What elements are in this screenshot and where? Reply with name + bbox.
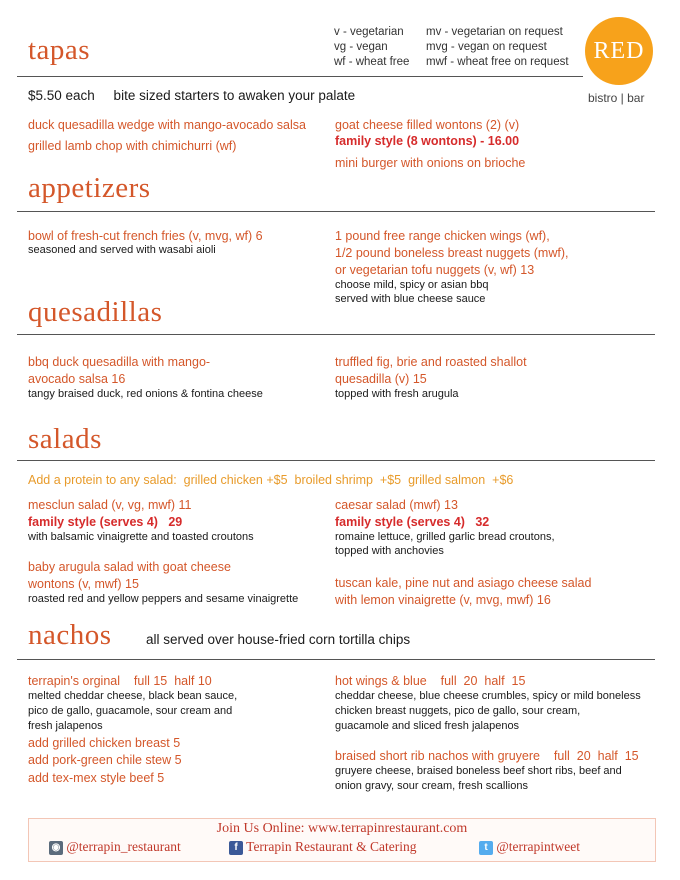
instagram-handle: @terrapin_restaurant (66, 839, 181, 854)
logo-tagline: bistro | bar (588, 91, 645, 105)
kale-line: tuscan kale, pine nut and asiago cheese salad (335, 576, 592, 590)
caesar-family-style: family style (serves 4) 32 (335, 515, 490, 529)
twitter-handle: @terrapintweet (496, 839, 581, 854)
nachos-subtitle: all served over house-fried corn tortilla chips (146, 632, 411, 647)
appetizers-title: appetizers (28, 172, 151, 204)
tapas-price-line: $5.50 each bite sized starters to awaken your palate (28, 88, 356, 103)
original-nachos-item: terrapin's orginal full 15 half 10 (28, 674, 212, 688)
hot-wings-nachos-desc: guacamole and sliced fresh jalapenos (335, 720, 520, 732)
social-footer (28, 818, 656, 862)
fries-item: bowl of fresh-cut french fries (v, mvg, wf) 6 (28, 229, 263, 243)
fries-desc: seasoned and served with wasabi aioli (28, 244, 216, 256)
twitter-icon: t (479, 841, 493, 855)
legend-wf: wf - wheat free (334, 56, 410, 68)
join-online-text[interactable]: Join Us Online: www.terrapinrestaurant.com (216, 821, 468, 836)
wings-desc: choose mild, spicy or asian bbq (335, 279, 489, 291)
fig-quesadilla-desc: topped with fresh arugula (335, 388, 459, 400)
tapas-title: tapas (28, 34, 91, 66)
wings-line: 1/2 pound boneless breast nuggets (mwf), (335, 246, 569, 260)
facebook-name: Terrapin Restaurant & Catering (246, 839, 417, 854)
arugula-line: baby arugula salad with goat cheese (28, 560, 231, 574)
tapas-item: grilled lamb chop with chimichurri (wf) (28, 139, 237, 153)
hot-wings-nachos-item: hot wings & blue full 20 half 15 (335, 674, 526, 688)
kale-line: with lemon vinaigrette (v, mvg, mwf) 16 (335, 593, 551, 607)
hot-wings-nachos-desc: chicken breast nuggets, pico de gallo, sour cream, (335, 705, 581, 717)
red-logo (585, 17, 653, 85)
legend-v: v - vegetarian (334, 26, 404, 38)
mesclun-desc: with balsamic vinaigrette and toasted croutons (28, 531, 254, 543)
original-nachos-desc: fresh jalapenos (28, 720, 103, 732)
tapas-rule (17, 76, 583, 77)
legend-mvg: mvg - vegan on request (426, 41, 547, 53)
instagram-icon: ◉ (49, 841, 63, 855)
hot-wings-nachos-desc: cheddar cheese, blue cheese crumbles, spicy or mild boneless (335, 690, 641, 702)
nachos-addon: add grilled chicken breast 5 (28, 736, 181, 750)
legend-vg: vg - vegan (334, 41, 388, 53)
short-rib-nachos-desc: onion gravy, sour cream, fresh scallions (335, 780, 528, 792)
short-rib-nachos-item: braised short rib nachos with gruyere full 20 half 15 (335, 749, 639, 763)
nachos-addon: add tex-mex style beef 5 (28, 771, 165, 785)
caesar-desc: topped with anchovies (335, 545, 444, 557)
fig-quesadilla-line: truffled fig, brie and roasted shallot (335, 355, 527, 369)
facebook-link[interactable] (229, 839, 417, 855)
instagram-link[interactable] (49, 839, 181, 855)
duck-quesadilla-desc: tangy braised duck, red onions & fontina cheese (28, 388, 263, 400)
twitter-link[interactable] (479, 839, 580, 855)
mesclun-item: mesclun salad (v, vg, mwf) 11 (28, 498, 192, 512)
wings-line: 1 pound free range chicken wings (wf), (335, 229, 550, 243)
quesadillas-title: quesadillas (28, 296, 163, 328)
duck-quesadilla-line: bbq duck quesadilla with mango- (28, 355, 211, 369)
legend-mv: mv - vegetarian on request (426, 26, 563, 38)
legend-mwf: mwf - wheat free on request (426, 56, 569, 68)
legend-left (334, 25, 409, 70)
short-rib-nachos-desc: gruyere cheese, braised boneless beef short ribs, beef and (335, 765, 622, 777)
tapas-item: goat cheese filled wontons (2) (v) (335, 118, 520, 132)
quesadillas-rule (17, 334, 655, 335)
legend-right (426, 25, 569, 70)
fig-quesadilla-line: quesadilla (v) 15 (335, 372, 427, 386)
wings-desc: served with blue cheese sauce (335, 293, 486, 305)
nachos-rule (17, 659, 655, 660)
original-nachos-desc: melted cheddar cheese, black bean sauce, (28, 690, 238, 702)
salad-protein-line: Add a protein to any salad: grilled chicken +$5 broiled shrimp +$5 grilled salmon +$6 (28, 473, 514, 487)
duck-quesadilla-line: avocado salsa 16 (28, 372, 126, 386)
original-nachos-desc: pico de gallo, guacamole, sour cream and (28, 705, 233, 717)
tapas-item: duck quesadilla wedge with mango-avocado salsa (28, 118, 306, 132)
tapas-item: mini burger with onions on brioche (335, 156, 526, 170)
wings-line: or vegetarian tofu nuggets (v, wf) 13 (335, 263, 535, 277)
facebook-icon: f (229, 841, 243, 855)
nachos-title: nachos (28, 619, 112, 651)
appetizers-rule (17, 211, 655, 212)
arugula-desc: roasted red and yellow peppers and sesame vinaigrette (28, 593, 299, 605)
salads-rule (17, 460, 655, 461)
salads-title: salads (28, 423, 102, 455)
caesar-desc: romaine lettuce, grilled garlic bread croutons, (335, 531, 555, 543)
tapas-family-style: family style (8 wontons) - 16.00 (335, 134, 520, 148)
mesclun-family-style: family style (serves 4) 29 (28, 515, 183, 529)
logo-text: RED (593, 37, 645, 64)
nachos-addon: add pork-green chile stew 5 (28, 753, 182, 767)
arugula-line: wontons (v, mwf) 15 (28, 577, 139, 591)
caesar-item: caesar salad (mwf) 13 (335, 498, 458, 512)
